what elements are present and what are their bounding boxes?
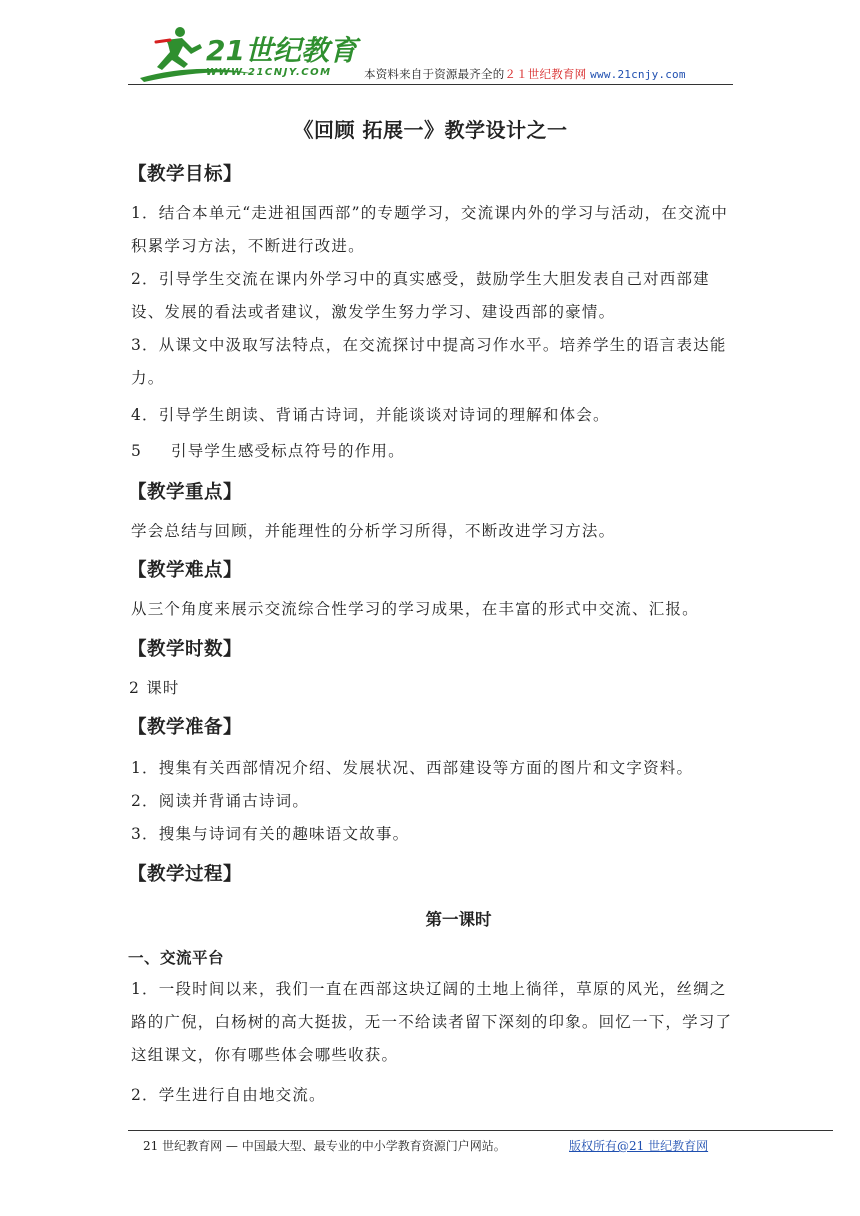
preparation-item: 1．搜集有关西部情况介绍、发展状况、西部建设等方面的图片和文字资料。 bbox=[131, 759, 694, 777]
part-title: 一、交流平台 bbox=[128, 948, 225, 967]
objective-item: 3．从课文中汲取写法特点，在交流探讨中提高习作水平。培养学生的语言表达能力。 bbox=[131, 336, 727, 387]
source-site-link[interactable]: ２１世纪教育网 bbox=[504, 67, 587, 81]
svg-text:WWW.21CNJY.COM: WWW.21CNJY.COM bbox=[206, 67, 332, 78]
footer-divider bbox=[128, 1130, 833, 1131]
heading-process: 【教学过程】 bbox=[128, 864, 243, 885]
heading-difficulties: 【教学难点】 bbox=[128, 560, 243, 581]
process-item: 2．学生进行自由地交流。 bbox=[131, 1086, 326, 1104]
key-points-text: 学会总结与回顾，并能理性的分析学习所得，不断改进学习方法。 bbox=[131, 522, 616, 540]
heading-hours: 【教学时数】 bbox=[128, 639, 243, 660]
svg-text:21世纪教育: 21世纪教育 bbox=[206, 34, 357, 67]
preparation-item: 2．阅读并背诵古诗词。 bbox=[131, 792, 310, 810]
source-url-link[interactable]: www.21cnjy.com bbox=[590, 68, 686, 81]
lesson-title-text: 第一课时 bbox=[425, 910, 492, 929]
footer-copyright-link[interactable]: 版权所有@21 世纪教育网 bbox=[569, 1139, 709, 1153]
page-header bbox=[128, 22, 733, 84]
hours-text: 2 课时 bbox=[129, 679, 180, 697]
objective-item: 5 引导学生感受标点符号的作用。 bbox=[131, 442, 405, 460]
heading-key-points: 【教学重点】 bbox=[128, 482, 243, 503]
source-prefix: 本资料来自于资源最齐全的 bbox=[364, 67, 505, 81]
process-item: 1．一段时间以来，我们一直在西部这块辽阔的土地上徜徉，草原的风光，丝绸之路的广倪，白杨树的高大挺拔，无一不给读者留下深刻的印象。回忆一下，学习了这组课文，你有哪些体会哪些收获。 bbox=[131, 980, 733, 1064]
runner-logo-icon bbox=[136, 22, 357, 84]
heading-objectives: 【教学目标】 bbox=[128, 164, 243, 185]
objective-item: 4．引导学生朗读、背诵古诗词，并能谈谈对诗词的理解和体会。 bbox=[131, 406, 610, 424]
objective-item: 2．引导学生交流在课内外学习中的真实感受，鼓励学生大胆发表自己对西部建设、发展的看法或者建议，激发学生努力学习、建设西部的豪情。 bbox=[131, 270, 710, 321]
site-logo[interactable] bbox=[136, 22, 357, 84]
difficulties-text: 从三个角度来展示交流综合性学习的学习成果，在丰富的形式中交流、汇报。 bbox=[131, 600, 699, 618]
heading-preparation: 【教学准备】 bbox=[128, 717, 243, 738]
objective-item: 1．结合本单元“走进祖国西部”的专题学习，交流课内外的学习与活动，在交流中积累学习方法，不断进行改进。 bbox=[131, 204, 729, 255]
header-source-line bbox=[364, 66, 686, 82]
preparation-item: 3．搜集与诗词有关的趣味语文故事。 bbox=[131, 825, 410, 843]
page-title: 《回顾 拓展一》教学设计之一 bbox=[293, 118, 568, 142]
footer-site-description: 21 世纪教育网 — 中国最大型、最专业的中小学教育资源门户网站。 bbox=[143, 1139, 506, 1153]
lesson-title bbox=[128, 906, 733, 930]
header-divider bbox=[128, 84, 733, 85]
